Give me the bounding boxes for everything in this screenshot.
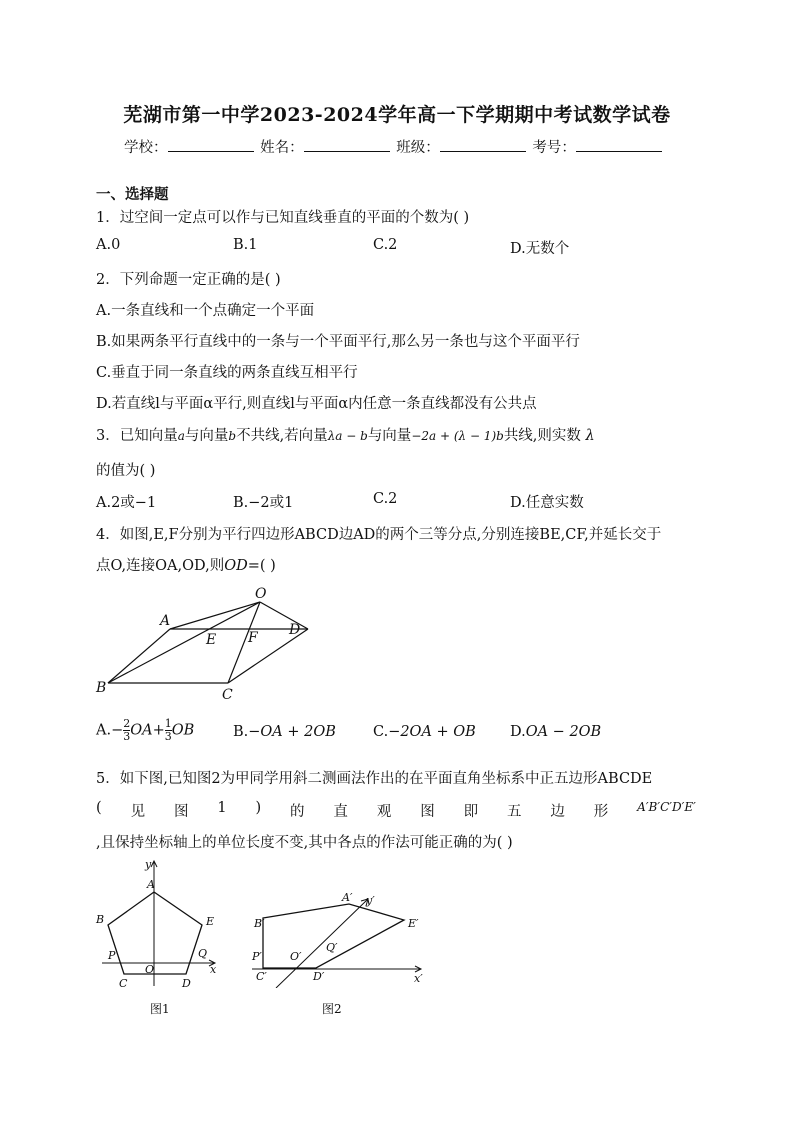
q1-option-c: C.2	[373, 237, 398, 253]
fig1-caption: 图1	[150, 1002, 170, 1016]
exam-title: 芜湖市第一中学2023-2024学年高一下学期期中考试数学试卷	[123, 104, 671, 126]
q3-option-d: D.任意实数	[510, 495, 584, 511]
segment-oa	[170, 602, 260, 629]
q1-stem: 1．过空间一定点可以作与已知直线垂直的平面的个数为( )	[96, 210, 470, 226]
q5-stem-line1: 5．如下图,已知图2为甲同学用斜二测画法作出的在平面直角坐标系中正五边形ABCDE	[96, 771, 653, 787]
fig1-label-b: B	[96, 913, 105, 926]
fig2-label-e: E′	[408, 917, 419, 930]
label-f: F	[248, 630, 258, 646]
segment-od	[260, 602, 308, 629]
q5-token: 边	[550, 804, 565, 820]
fig1-label-c: C	[119, 977, 128, 990]
q1-option-d: D.无数个	[510, 241, 570, 257]
fig2-label-o: O′	[290, 950, 302, 963]
pentagon-prime	[263, 904, 404, 968]
number-label: 考号：	[532, 140, 576, 156]
q5-token: 直	[333, 804, 348, 820]
q3-text-4: 与向量	[367, 428, 412, 444]
q1-option-b: B.1	[233, 237, 258, 253]
denominator: 3	[123, 730, 131, 743]
q5-figure-1	[92, 856, 232, 991]
fraction-1-3	[165, 718, 172, 743]
q1-option-a: A.0	[96, 237, 121, 253]
q4-stem-line1: 4．如图,E,F分别为平行四边形ABCD边AD的两个三等分点,分别连接BE,CF,并延长交于	[96, 527, 662, 543]
q4-option-d-prefix: D.	[510, 724, 526, 740]
q4-option-c-prefix: C.	[373, 724, 389, 740]
q3-vector-a: a	[177, 429, 185, 443]
fig2-label-d: D′	[313, 970, 325, 983]
q4-tail: =( )	[247, 558, 276, 574]
fig2-label-y: y′	[366, 894, 375, 907]
q5-token: 即	[463, 804, 479, 820]
q3-stem-line1	[96, 424, 595, 445]
class-label: 班级：	[396, 140, 440, 156]
q3-lambda: λ	[585, 428, 595, 444]
q4-option-b-expr: −OA + 2OB	[248, 724, 336, 740]
q5-token: 五	[506, 804, 522, 820]
fig1-label-p: P	[108, 949, 116, 962]
q3-text-5: 共线,则实数	[503, 428, 581, 444]
pentagon-abcde	[108, 892, 202, 974]
q5-token: )	[255, 800, 262, 816]
q3-text-2: 与向量	[184, 428, 229, 444]
student-info-row	[124, 136, 664, 157]
q5-token: (	[96, 800, 102, 816]
q2-option-b: B.如果两条平行直线中的一条与一个平面平行,那么另一条也与这个平面平行	[96, 334, 580, 350]
q5-token: 形	[593, 804, 609, 820]
q5-token: 见	[130, 804, 146, 820]
q4-vector-od: OD	[224, 558, 248, 574]
segment-ab	[108, 629, 170, 683]
q3-option-b: B.−2或1	[233, 495, 294, 511]
fig1-label-q: Q	[198, 947, 208, 960]
q3-option-a: A.2或−1	[96, 495, 157, 511]
fig1-label-d: D	[182, 977, 191, 990]
q2-stem: 2．下列命题一定正确的是( )	[96, 272, 281, 288]
denominator: 3	[164, 730, 172, 743]
fig2-label-p: P′	[252, 950, 262, 963]
fig2-label-b: B′	[254, 917, 265, 930]
fig2-label-q: Q′	[326, 941, 338, 954]
q5-token: 图	[173, 804, 189, 820]
q4-option-a: A.− $\frac{2}{3}$ OA+ $\frac{1}{3}$ OB	[96, 717, 195, 743]
q4-stem-line2	[96, 554, 276, 575]
label-c: C	[222, 687, 233, 703]
q3-vector-expr-2: −2a + (λ − 1)b	[411, 429, 504, 443]
q2-option-a: A.一条直线和一个点确定一个平面	[96, 303, 315, 319]
vector-ob: OB	[171, 722, 195, 739]
q4-option-b	[233, 724, 336, 740]
q4-option-a-prefix: A.	[96, 722, 112, 739]
q4-option-c-expr: −2OA + OB	[388, 724, 476, 740]
name-blank[interactable]	[304, 137, 390, 152]
q3-vector-b: b	[228, 429, 237, 443]
numerator: 1	[164, 717, 172, 730]
label-e: E	[206, 632, 217, 648]
section-heading: 一、选择题	[96, 186, 169, 203]
label-a: A	[160, 613, 171, 629]
q5-stem-line3: ,且保持坐标轴上的单位长度不变,其中各点的作法可能正确的为( )	[96, 835, 513, 851]
q3-stem-line2: 的值为( )	[96, 463, 156, 479]
segment-bo	[108, 602, 260, 683]
fig1-label-o: O	[145, 963, 155, 976]
number-blank[interactable]	[576, 137, 662, 152]
q5-token: 的	[290, 804, 305, 820]
q4-option-d-expr: OA − 2OB	[525, 724, 602, 740]
q4-parallelogram-figure	[90, 585, 320, 705]
class-blank[interactable]	[440, 137, 526, 152]
numerator: 2	[123, 717, 131, 730]
label-b: B	[96, 680, 107, 696]
q4-text: 点O,连接OA,OD,则	[96, 558, 225, 574]
school-blank[interactable]	[168, 137, 254, 152]
name-label: 姓名：	[260, 140, 304, 156]
school-label: 学校：	[124, 140, 168, 156]
q3-option-c: C.2	[373, 491, 398, 507]
label-d: D	[289, 622, 301, 638]
q2-option-c: C.垂直于同一条直线的两条直线互相平行	[96, 365, 358, 381]
vector-oa: OA	[130, 722, 153, 739]
q5-stem-line2	[96, 800, 696, 821]
fig2-label-a: A′	[342, 891, 353, 904]
fig2-caption: 图2	[322, 1002, 342, 1016]
q4-option-b-prefix: B.	[233, 724, 249, 740]
q5-token: 图	[420, 804, 435, 820]
fig2-label-c: C′	[256, 970, 267, 983]
label-o: O	[255, 586, 267, 602]
q4-option-d	[510, 724, 601, 740]
fig1-label-a: A	[147, 878, 155, 891]
q5-token: 1	[217, 800, 227, 816]
q3-text-1: 3．已知向量	[96, 428, 178, 444]
fig1-label-x: x	[210, 963, 217, 976]
q4-option-c	[373, 724, 476, 740]
fig1-label-y: y	[145, 858, 152, 871]
q3-vector-expr-1: λa − b	[327, 429, 368, 443]
q5-pentagon-name: A′B′C′D′E′	[637, 800, 696, 814]
q2-option-d: D.若直线l与平面α平行,则直线l与平面α内任意一条直线都没有公共点	[96, 396, 537, 412]
fig2-label-x: x′	[414, 972, 423, 985]
q5-figure-2	[246, 888, 436, 988]
q5-token: 观	[376, 804, 392, 820]
q3-text-3: 不共线,若向量	[236, 428, 328, 444]
fig1-label-e: E	[206, 915, 215, 928]
